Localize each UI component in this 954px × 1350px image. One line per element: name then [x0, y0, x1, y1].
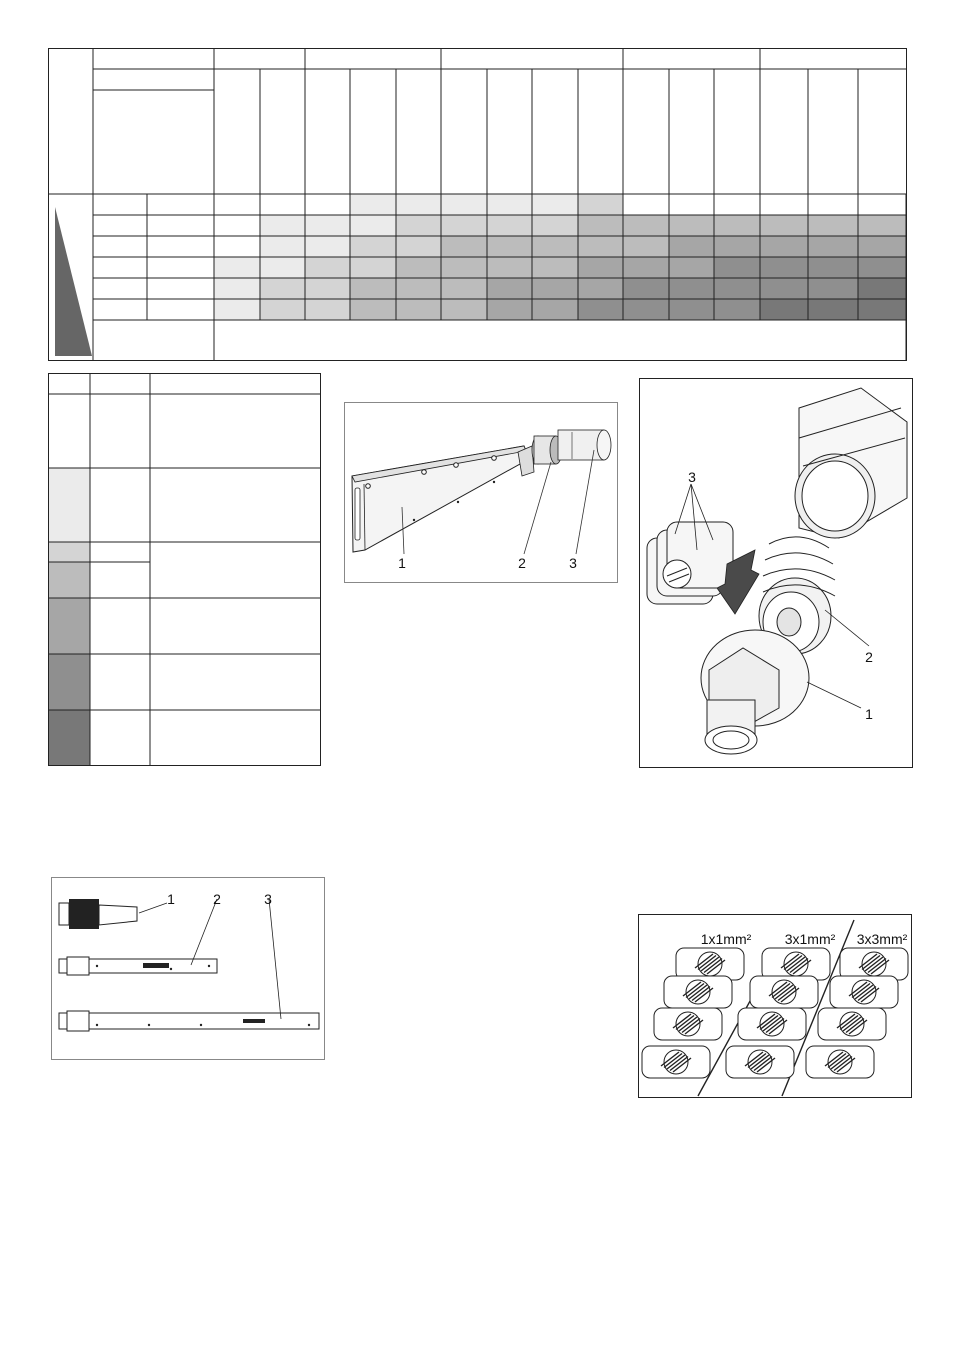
insert-pill: [750, 976, 818, 1008]
insert-pill: [726, 1046, 794, 1078]
probe-assembly-label-1: 1: [398, 555, 406, 571]
matrix-cell: [760, 215, 808, 236]
insert-types-figure: [638, 914, 914, 1100]
matrix-cell: [714, 194, 760, 215]
wedge-indicator: [55, 207, 92, 356]
insert-pill: [818, 1008, 886, 1040]
matrix-cell: [858, 194, 906, 215]
matrix-cell: [858, 299, 906, 320]
matrix-cell: [214, 257, 260, 278]
matrix-cell: [441, 194, 487, 215]
matrix-cell: [396, 236, 441, 257]
matrix-cell: [623, 257, 669, 278]
probe-assembly-label-2: 2: [518, 555, 526, 571]
matrix-cell: [396, 299, 441, 320]
legend-swatch: [48, 468, 90, 542]
shade-legend-table: [0, 360, 330, 780]
matrix-cell: [260, 236, 305, 257]
legend-swatch: [48, 542, 90, 562]
matrix-cell: [441, 257, 487, 278]
insert-pill-group: [642, 948, 908, 1078]
legend-swatch: [48, 710, 90, 766]
matrix-cell: [623, 236, 669, 257]
matrix-cell: [350, 194, 396, 215]
matrix-cell: [305, 299, 350, 320]
insert-pill: [830, 976, 898, 1008]
matrix-cell: [532, 278, 578, 299]
probe-kit-figure: [51, 877, 327, 1061]
matrix-cell: [808, 257, 858, 278]
matrix-cell: [305, 194, 350, 215]
legend-swatch: [48, 394, 90, 468]
matrix-cell: [858, 215, 906, 236]
matrix-cell: [669, 236, 714, 257]
matrix-cell: [487, 236, 532, 257]
matrix-cell: [669, 215, 714, 236]
matrix-cell: [260, 215, 305, 236]
matrix-cell: [441, 215, 487, 236]
matrix-cell: [532, 236, 578, 257]
matrix-cell: [578, 257, 623, 278]
cable-gland-label-1: 1: [865, 706, 873, 722]
matrix-cell: [623, 278, 669, 299]
legend-swatch: [48, 654, 90, 710]
matrix-cell: [487, 194, 532, 215]
insert-pill: [762, 948, 830, 980]
matrix-cell: [578, 215, 623, 236]
insert-pill: [664, 976, 732, 1008]
matrix-cell: [623, 215, 669, 236]
matrix-cell: [532, 215, 578, 236]
matrix-cell: [714, 257, 760, 278]
matrix-cell: [808, 299, 858, 320]
matrix-cell: [532, 299, 578, 320]
matrix-cell: [858, 257, 906, 278]
matrix-cell: [487, 299, 532, 320]
matrix-cell: [260, 194, 305, 215]
insert-pill: [642, 1046, 710, 1078]
compatibility-matrix-table: [0, 0, 954, 366]
cable-gland-label-3: 3: [688, 469, 696, 485]
matrix-cell: [578, 278, 623, 299]
matrix-cell: [669, 194, 714, 215]
matrix-cell: [396, 257, 441, 278]
matrix-cell: [396, 194, 441, 215]
matrix-cell: [578, 299, 623, 320]
matrix-cell: [487, 278, 532, 299]
matrix-cell: [623, 299, 669, 320]
matrix-cell: [441, 278, 487, 299]
matrix-cell: [714, 236, 760, 257]
matrix-cell: [260, 299, 305, 320]
matrix-cell: [808, 194, 858, 215]
matrix-cell: [808, 215, 858, 236]
matrix-cell: [578, 236, 623, 257]
insert-type-3x3-label: 3x3mm²: [856, 931, 908, 947]
matrix-cell: [858, 278, 906, 299]
matrix-cell: [396, 278, 441, 299]
matrix-cell: [669, 299, 714, 320]
matrix-cell: [714, 215, 760, 236]
cable-gland-label-2: 2: [865, 649, 873, 665]
insert-pill: [654, 1008, 722, 1040]
matrix-cell: [532, 257, 578, 278]
matrix-cell: [305, 236, 350, 257]
matrix-cell: [396, 215, 441, 236]
matrix-cell: [760, 194, 808, 215]
matrix-cell: [305, 257, 350, 278]
matrix-cell: [858, 236, 906, 257]
matrix-cell: [214, 278, 260, 299]
matrix-cell: [760, 278, 808, 299]
matrix-cell: [214, 299, 260, 320]
matrix-cell: [441, 236, 487, 257]
matrix-cell: [350, 257, 396, 278]
insert-pill: [840, 948, 908, 980]
legend-swatch: [48, 598, 90, 654]
matrix-cell: [305, 278, 350, 299]
matrix-cell: [714, 278, 760, 299]
cable-gland-figure: [639, 378, 915, 770]
probe-kit-label-1: 1: [167, 891, 175, 907]
matrix-cell: [808, 278, 858, 299]
legend-swatch: [48, 562, 90, 598]
matrix-cell: [714, 299, 760, 320]
matrix-cell: [260, 278, 305, 299]
probe-kit-label-2: 2: [213, 891, 221, 907]
insert-pill: [738, 1008, 806, 1040]
matrix-cell: [350, 299, 396, 320]
insert-type-1x1-label: 1x1mm²: [700, 931, 752, 947]
probe-kit-label-3: 3: [264, 891, 272, 907]
matrix-cell: [760, 257, 808, 278]
matrix-cell: [441, 299, 487, 320]
insert-pill: [806, 1046, 874, 1078]
insert-pill: [676, 948, 744, 980]
matrix-cell: [487, 257, 532, 278]
matrix-cell: [214, 236, 260, 257]
matrix-cell: [350, 278, 396, 299]
matrix-cell: [808, 236, 858, 257]
matrix-cell: [669, 257, 714, 278]
matrix-cell: [623, 194, 669, 215]
matrix-cell: [760, 299, 808, 320]
matrix-cell: [214, 194, 260, 215]
matrix-cell: [487, 215, 532, 236]
matrix-cell: [669, 278, 714, 299]
matrix-cell: [760, 236, 808, 257]
probe-assembly-figure: [344, 402, 620, 584]
matrix-cell: [305, 215, 350, 236]
matrix-cell: [350, 215, 396, 236]
probe-assembly-label-3: 3: [569, 555, 577, 571]
matrix-cell: [214, 215, 260, 236]
insert-type-3x1-label: 3x1mm²: [784, 931, 836, 947]
matrix-cell: [578, 194, 623, 215]
matrix-cell: [350, 236, 396, 257]
matrix-cell: [260, 257, 305, 278]
matrix-cell: [532, 194, 578, 215]
